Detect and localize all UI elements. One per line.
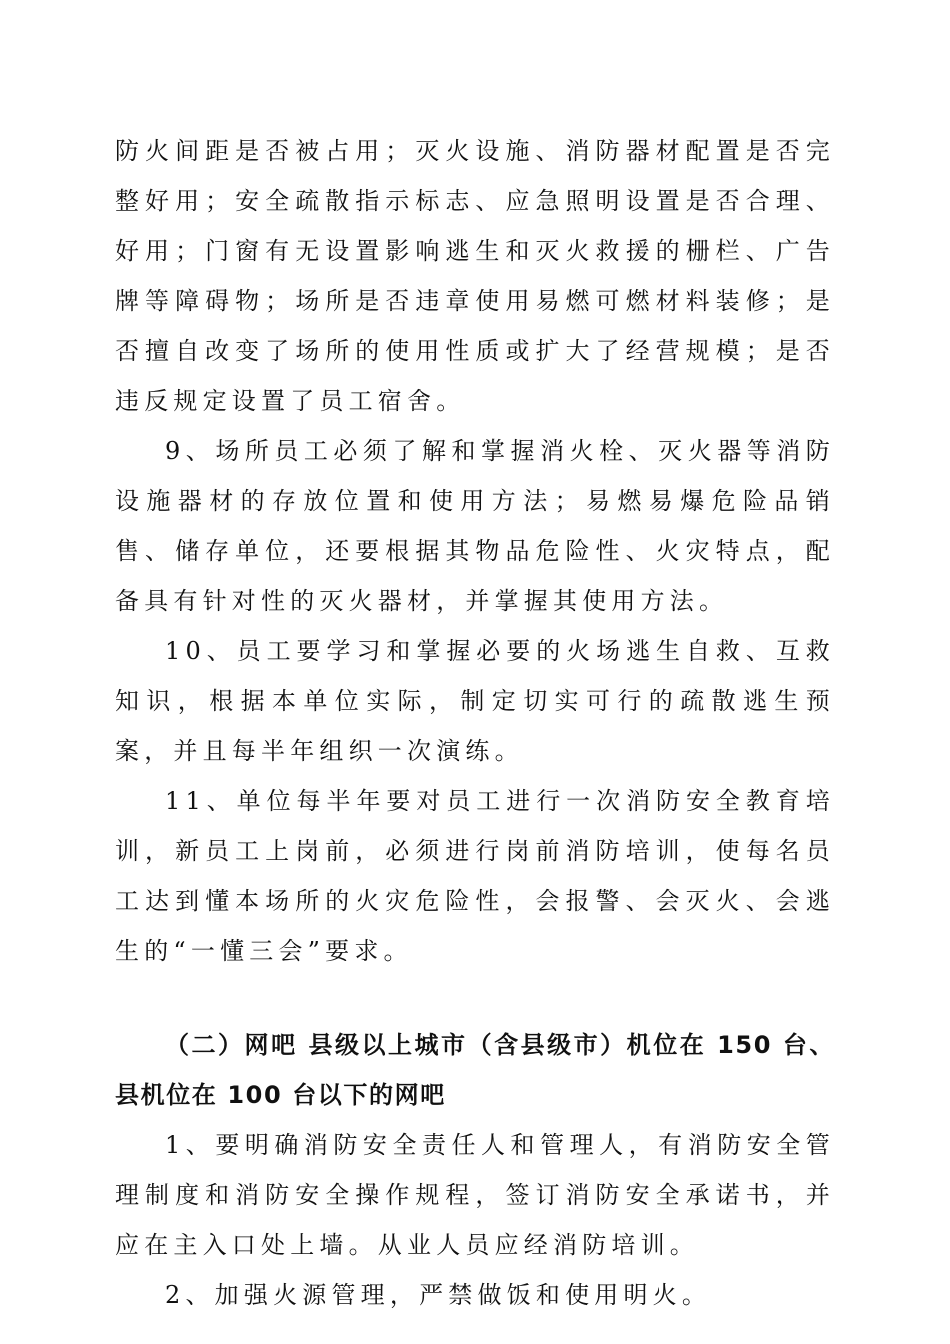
section-heading: （二）网吧 县级以上城市（含县级市）机位在 150 台、县机位在 100 台以下的网吧 — [115, 1031, 835, 1109]
paragraph-continued: 防火间距是否被占用；灭火设施、消防器材配置是否完整好用；安全疏散指示标志、应急照明设置是否合理、好用；门窗有无设置影响逃生和灭火救援的栅栏、广告牌等障碍物；场所是否违章使用易燃可燃材料装修；是否擅自改变了场所的使用性质或扩大了经营规模；是否违反规定设置了员工宿舍。 — [115, 137, 835, 415]
paragraph-item-9: 9、场所员工必须了解和掌握消火栓、灭火器等消防设施器材的存放位置和使用方法；易燃易爆危险品销售、储存单位，还要根据其物品危险性、火灾特点，配备具有针对性的灭火器材，并掌握其使用方法。 — [115, 437, 835, 615]
paragraph-item-2: 2、加强火源管理，严禁做饭和使用明火。 — [165, 1281, 712, 1309]
paragraph-item-10: 10、员工要学习和掌握必要的火场逃生自救、互救知识，根据本单位实际，制定切实可行的疏散逃生预案，并且每半年组织一次演练。 — [115, 637, 835, 765]
paragraph-item-11: 11、单位每半年要对员工进行一次消防安全教育培训，新员工上岗前，必须进行岗前消防培训，使每名员工达到懂本场所的火灾危险性，会报警、会灭火、会逃生的“一懂三会”要求。 — [115, 787, 835, 965]
paragraph-item-1: 1、要明确消防安全责任人和管理人，有消防安全管理制度和消防安全操作规程，签订消防安全承诺书，并应在主入口处上墙。从业人员应经消防培训。 — [115, 1131, 835, 1259]
